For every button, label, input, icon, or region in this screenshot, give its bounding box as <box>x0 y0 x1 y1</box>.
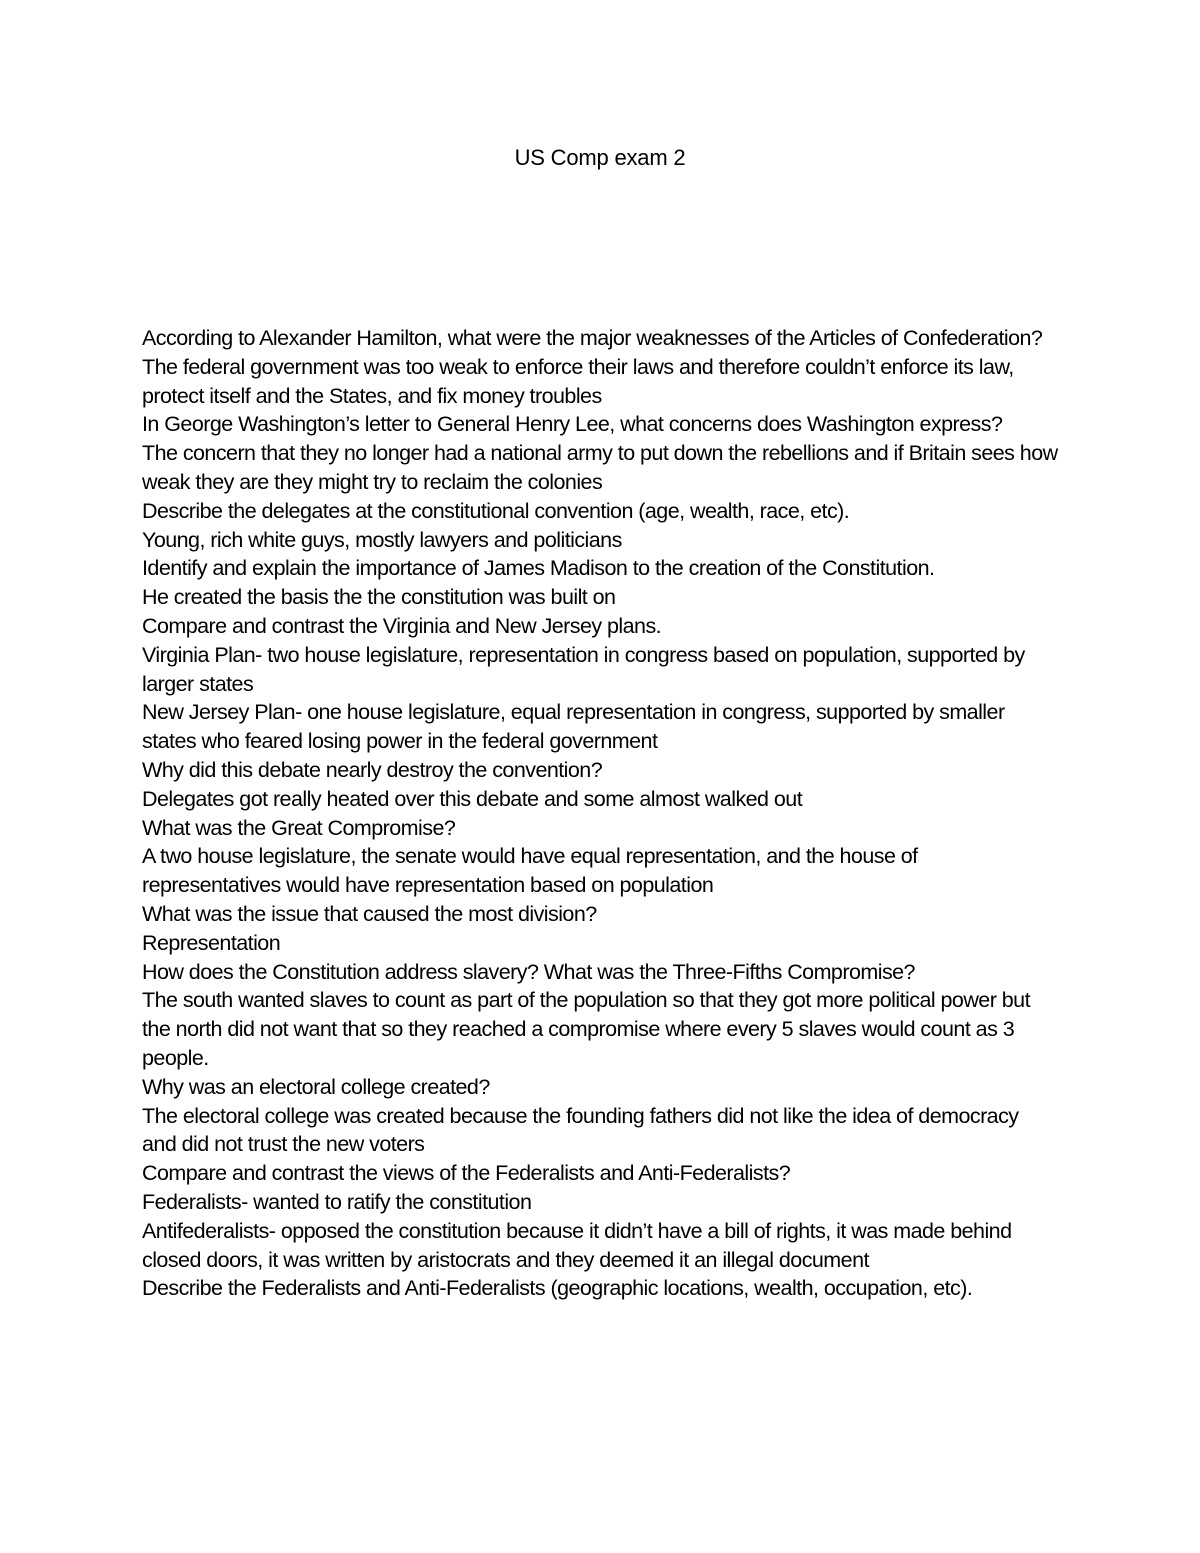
question-paragraph: In George Washington’s letter to General Henry Lee, what concerns does Washington express? <box>142 412 1003 437</box>
question-paragraph: Describe the Federalists and Anti-Federalists (geographic locations, wealth, occupation, etc). <box>142 1276 973 1301</box>
answer-paragraph: Delegates got really heated over this debate and some almost walked out <box>142 786 803 811</box>
answer-paragraph: Young, rich white guys, mostly lawyers and politicians <box>142 527 622 552</box>
question-paragraph: What was the Great Compromise? <box>142 815 456 840</box>
answer-paragraph: The concern that they no longer had a national army to put down the rebellions and if Britain sees how weak they are they might try to reclaim the colonies <box>142 441 1058 494</box>
document-title: US Comp exam 2 <box>514 145 686 170</box>
question-paragraph: Describe the delegates at the constitutional convention (age, wealth, race, etc). <box>142 498 850 523</box>
question-paragraph: What was the issue that caused the most division? <box>142 901 597 926</box>
question-paragraph: Compare and contrast the Virginia and New Jersey plans. <box>142 613 662 638</box>
answer-paragraph: New Jersey Plan- one house legislature, equal representation in congress, supported by smaller states who feared losing power in the federal government <box>142 700 1005 754</box>
question-paragraph: Identify and explain the importance of James Madison to the creation of the Constitution. <box>142 556 935 581</box>
answer-paragraph: The federal government was too weak to enforce their laws and therefore couldn’t enforce its law, protect itself and the States, and fix money troubles <box>142 354 1014 408</box>
answer-paragraph: The electoral college was created because the founding fathers did not like the idea of democracy and did not trust the new voters <box>142 1103 1019 1157</box>
question-paragraph: Why did this debate nearly destroy the convention? <box>142 757 603 782</box>
answer-paragraph: The south wanted slaves to count as part of the population so that they got more political power but the north did not want that so they reached a compromise where every 5 slaves would count as 3 people. <box>142 988 1030 1070</box>
question-paragraph: According to Alexander Hamilton, what were the major weaknesses of the Articles of Confederation? <box>142 326 1043 350</box>
question-paragraph: Why was an electoral college created? <box>142 1074 490 1099</box>
answer-paragraph: Federalists- wanted to ratify the constitution <box>142 1189 532 1214</box>
answer-paragraph: He created the basis the the constitution was built on <box>142 585 616 610</box>
answer-paragraph: Representation <box>142 930 281 955</box>
answer-paragraph: A two house legislature, the senate would have equal representation, and the house of representatives would have representation based on population <box>142 844 918 898</box>
answer-paragraph: Virginia Plan- two house legislature, representation in congress based on population, supported by larger states <box>142 642 1025 696</box>
question-paragraph: How does the Constitution address slavery? What was the Three-Fifths Compromise? <box>142 959 915 984</box>
question-paragraph: Compare and contrast the views of the Federalists and Anti-Federalists? <box>142 1161 791 1186</box>
document-body <box>142 324 1058 1303</box>
answer-paragraph: Antifederalists- opposed the constitution because it didn’t have a bill of rights, it was made behind closed doors, it was written by aristocrats and they deemed it an illegal document <box>142 1218 1012 1272</box>
